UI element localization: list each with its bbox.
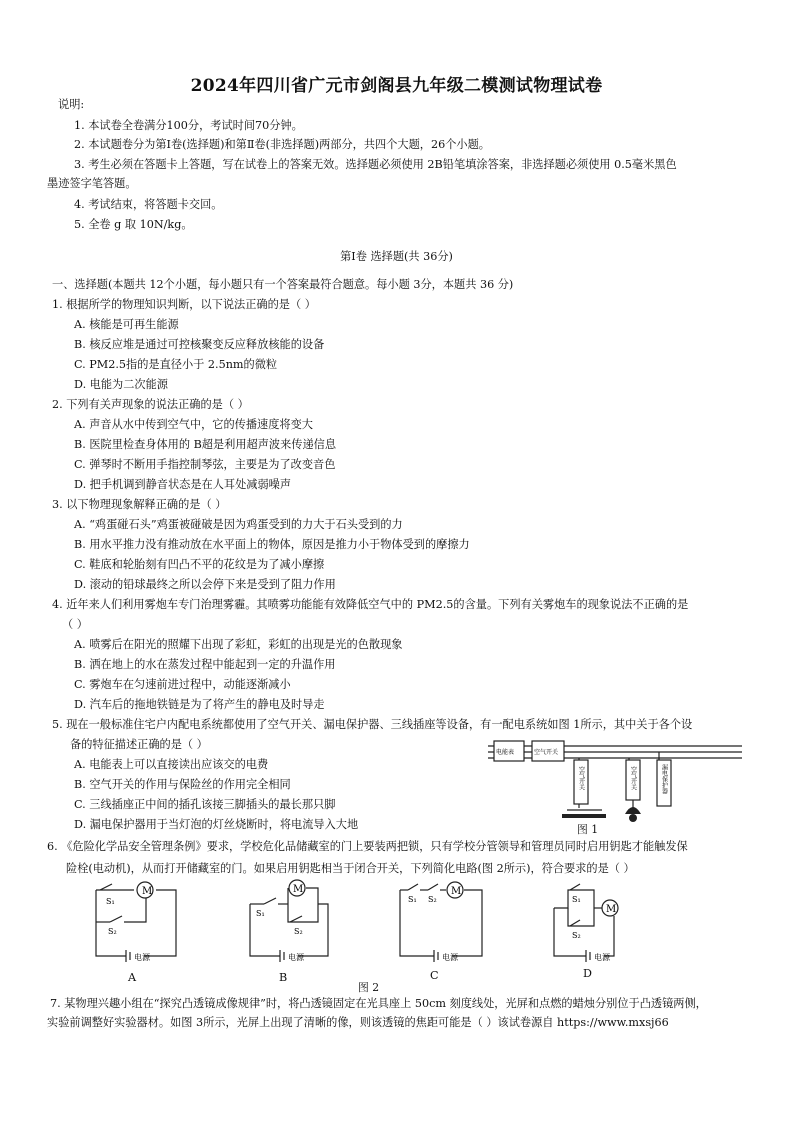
s2-c: S₂ <box>428 895 437 904</box>
option: D. 滚动的铅球最终之所以会停下来是受到了阻力作用 <box>74 578 336 591</box>
question-stem: 5. 现在一般标准住宅户内配电系统都使用了空气开关、漏电保护器、三线插座等设备，有一配电系统如图 1所示，其中关于各个设 <box>52 718 693 731</box>
motor-b: M <box>293 884 304 895</box>
instruction-item: 4. 考试结束，将答题卡交回。 <box>74 198 223 211</box>
circuit-a <box>86 878 186 968</box>
circuit-d-label: D <box>583 967 592 980</box>
option: C. 雾炮车在匀速前进过程中，动能逐渐减小 <box>74 678 291 691</box>
s1-c: S₁ <box>408 895 417 904</box>
label-air-switch: 空气开关 <box>534 749 559 756</box>
option: C. 鞋底和轮胎刻有凹凸不平的花纹是为了减小摩擦 <box>74 558 325 571</box>
section-title: 第Ⅰ卷 选择题(共 36分) <box>340 250 453 263</box>
option: B. 核反应堆是通过可控核聚变反应释放核能的设备 <box>74 338 325 351</box>
circuit-b-label: B <box>279 971 288 984</box>
option: A. 喷雾后在阳光的照耀下出现了彩虹，彩虹的出现是光的色散现象 <box>74 638 403 651</box>
question-stem: 2. 下列有关声现象的说法正确的是（ ） <box>52 398 249 411</box>
label-meter: 电能表 <box>496 749 515 756</box>
question-stem: 实验前调整好实验器材。如图 3所示，光屏上出现了清晰的像，则该透镜的焦距可能是（ ）该试卷源自 https://www.mxsj66 <box>47 1016 669 1029</box>
power-d: 电源 <box>594 953 610 962</box>
option: A. 声音从水中传到空气中，它的传播速度将变大 <box>74 418 313 431</box>
question-stem: 4. 近年来人们利用雾炮车专门治理雾霾。其喷雾功能能有效降低空气中的 PM2.5的含量。下列有关雾炮车的现象说法不正确的是 <box>52 598 689 611</box>
option: C. 三线插座正中间的插孔该接三脚插头的最长那只脚 <box>74 798 336 811</box>
s2-a: S₂ <box>108 927 117 936</box>
question-stem: 7. 某物理兴趣小组在“探究凸透镜成像规律”时，将凸透镜固定在光具座上 50cm 刻度线处，光屏和点燃的蜡烛分别位于凸透镜两侧， <box>50 997 707 1010</box>
instruction-item: 2. 本试题卷分为第Ⅰ卷(选择题)和第Ⅱ卷(非选择题)两部分，共四个大题，26个小题。 <box>74 138 490 151</box>
option: D. 汽车后的拖地铁链是为了将产生的静电及时导走 <box>74 698 325 711</box>
motor-c: M <box>451 886 462 897</box>
power-c: 电源 <box>442 953 458 962</box>
question-stem: 险栓(电动机)，从而打开储藏室的门。如果启用钥匙相当于闭合开关，下列简化电路(图 2所示)，符合要求的是（ ） <box>66 862 635 875</box>
power-b: 电源 <box>288 953 304 962</box>
figure-2-caption: 图 2 <box>358 981 380 994</box>
option: D. 把手机调到静音状态是在人耳处减弱噪声 <box>74 478 292 491</box>
circuit-b <box>240 876 340 968</box>
circuit-c-label: C <box>430 969 439 982</box>
option: C. 弹琴时不断用手指控制琴弦，主要是为了改变音色 <box>74 458 336 471</box>
option: D. 漏电保护器用于当灯泡的灯丝烧断时，将电流导入大地 <box>74 818 359 831</box>
instruction-item: 墨迹签字笔答题。 <box>47 177 137 190</box>
circuit-d <box>546 878 646 968</box>
option: A. 核能是可再生能源 <box>74 318 179 331</box>
option: B. 用水平推力没有推动放在水平面上的物体，原因是推力小于物体受到的摩擦力 <box>74 538 470 551</box>
option: A. 电能表上可以直接读出应该交的电费 <box>74 758 269 771</box>
option: B. 空气开关的作用与保险丝的作用完全相同 <box>74 778 291 791</box>
option: B. 医院里检查身体用的 B超是利用超声波来传递信息 <box>74 438 337 451</box>
figure-1-caption: 图 1 <box>577 823 599 836</box>
option: C. PM2.5指的是直径小于 2.5nm的微粒 <box>74 358 278 371</box>
option: D. 电能为二次能源 <box>74 378 168 391</box>
power-a: 电源 <box>134 953 150 962</box>
option: A. “鸡蛋碰石头”鸡蛋被碰破是因为鸡蛋受到的力大于石头受到的力 <box>74 518 403 531</box>
instruction-item: 5. 全卷 g 取 10N/kg。 <box>74 218 193 231</box>
question-stem: （ ） <box>62 618 88 631</box>
part-heading: 一、选择题(本题共 12个小题，每小题只有一个答案最符合题意。每小题 3分，本题共 36 分) <box>52 278 514 291</box>
circuit-c <box>394 878 494 968</box>
s2-b: S₂ <box>294 927 303 936</box>
option: B. 洒在地上的水在蒸发过程中能起到一定的升温作用 <box>74 658 336 671</box>
question-stem: 3. 以下物理现象解释正确的是（ ） <box>52 498 227 511</box>
question-stem: 1. 根据所学的物理知识判断，以下说法正确的是（ ） <box>52 298 316 311</box>
instructions-heading: 说明: <box>58 98 85 111</box>
motor-d: M <box>606 904 617 915</box>
s1-a: S₁ <box>106 897 115 906</box>
question-stem: 6. 《危险化学品安全管理条例》要求，学校危化品储藏室的门上要装两把锁，只有学校分管领导和管理员同时启用钥匙才能触发保 <box>47 840 688 853</box>
figure-1-wiring-diagram <box>484 738 746 838</box>
s1-d: S₁ <box>572 895 581 904</box>
s1-b: S₁ <box>256 909 265 918</box>
circuit-a-label: A <box>128 971 137 984</box>
motor-a: M <box>142 886 153 897</box>
instruction-item: 1. 本试卷全卷满分100分，考试时间70分钟。 <box>74 119 303 132</box>
instruction-item: 3. 考生必须在答题卡上答题，写在试卷上的答案无效。选择题必须使用 2B铅笔填涂答案，非选择题必须使用 0.5毫米黑色 <box>74 158 677 171</box>
question-stem: 备的特征描述正确的是（ ） <box>70 738 208 751</box>
page-title: 2024年四川省广元市剑阁县九年级二模测试物理试卷 <box>190 76 603 96</box>
label-leakage: 漏电保护器 <box>660 764 668 794</box>
s2-d: S₂ <box>572 931 581 940</box>
label-branch2: 空气开关 <box>629 766 637 790</box>
label-branch1: 空气开关 <box>577 766 585 790</box>
